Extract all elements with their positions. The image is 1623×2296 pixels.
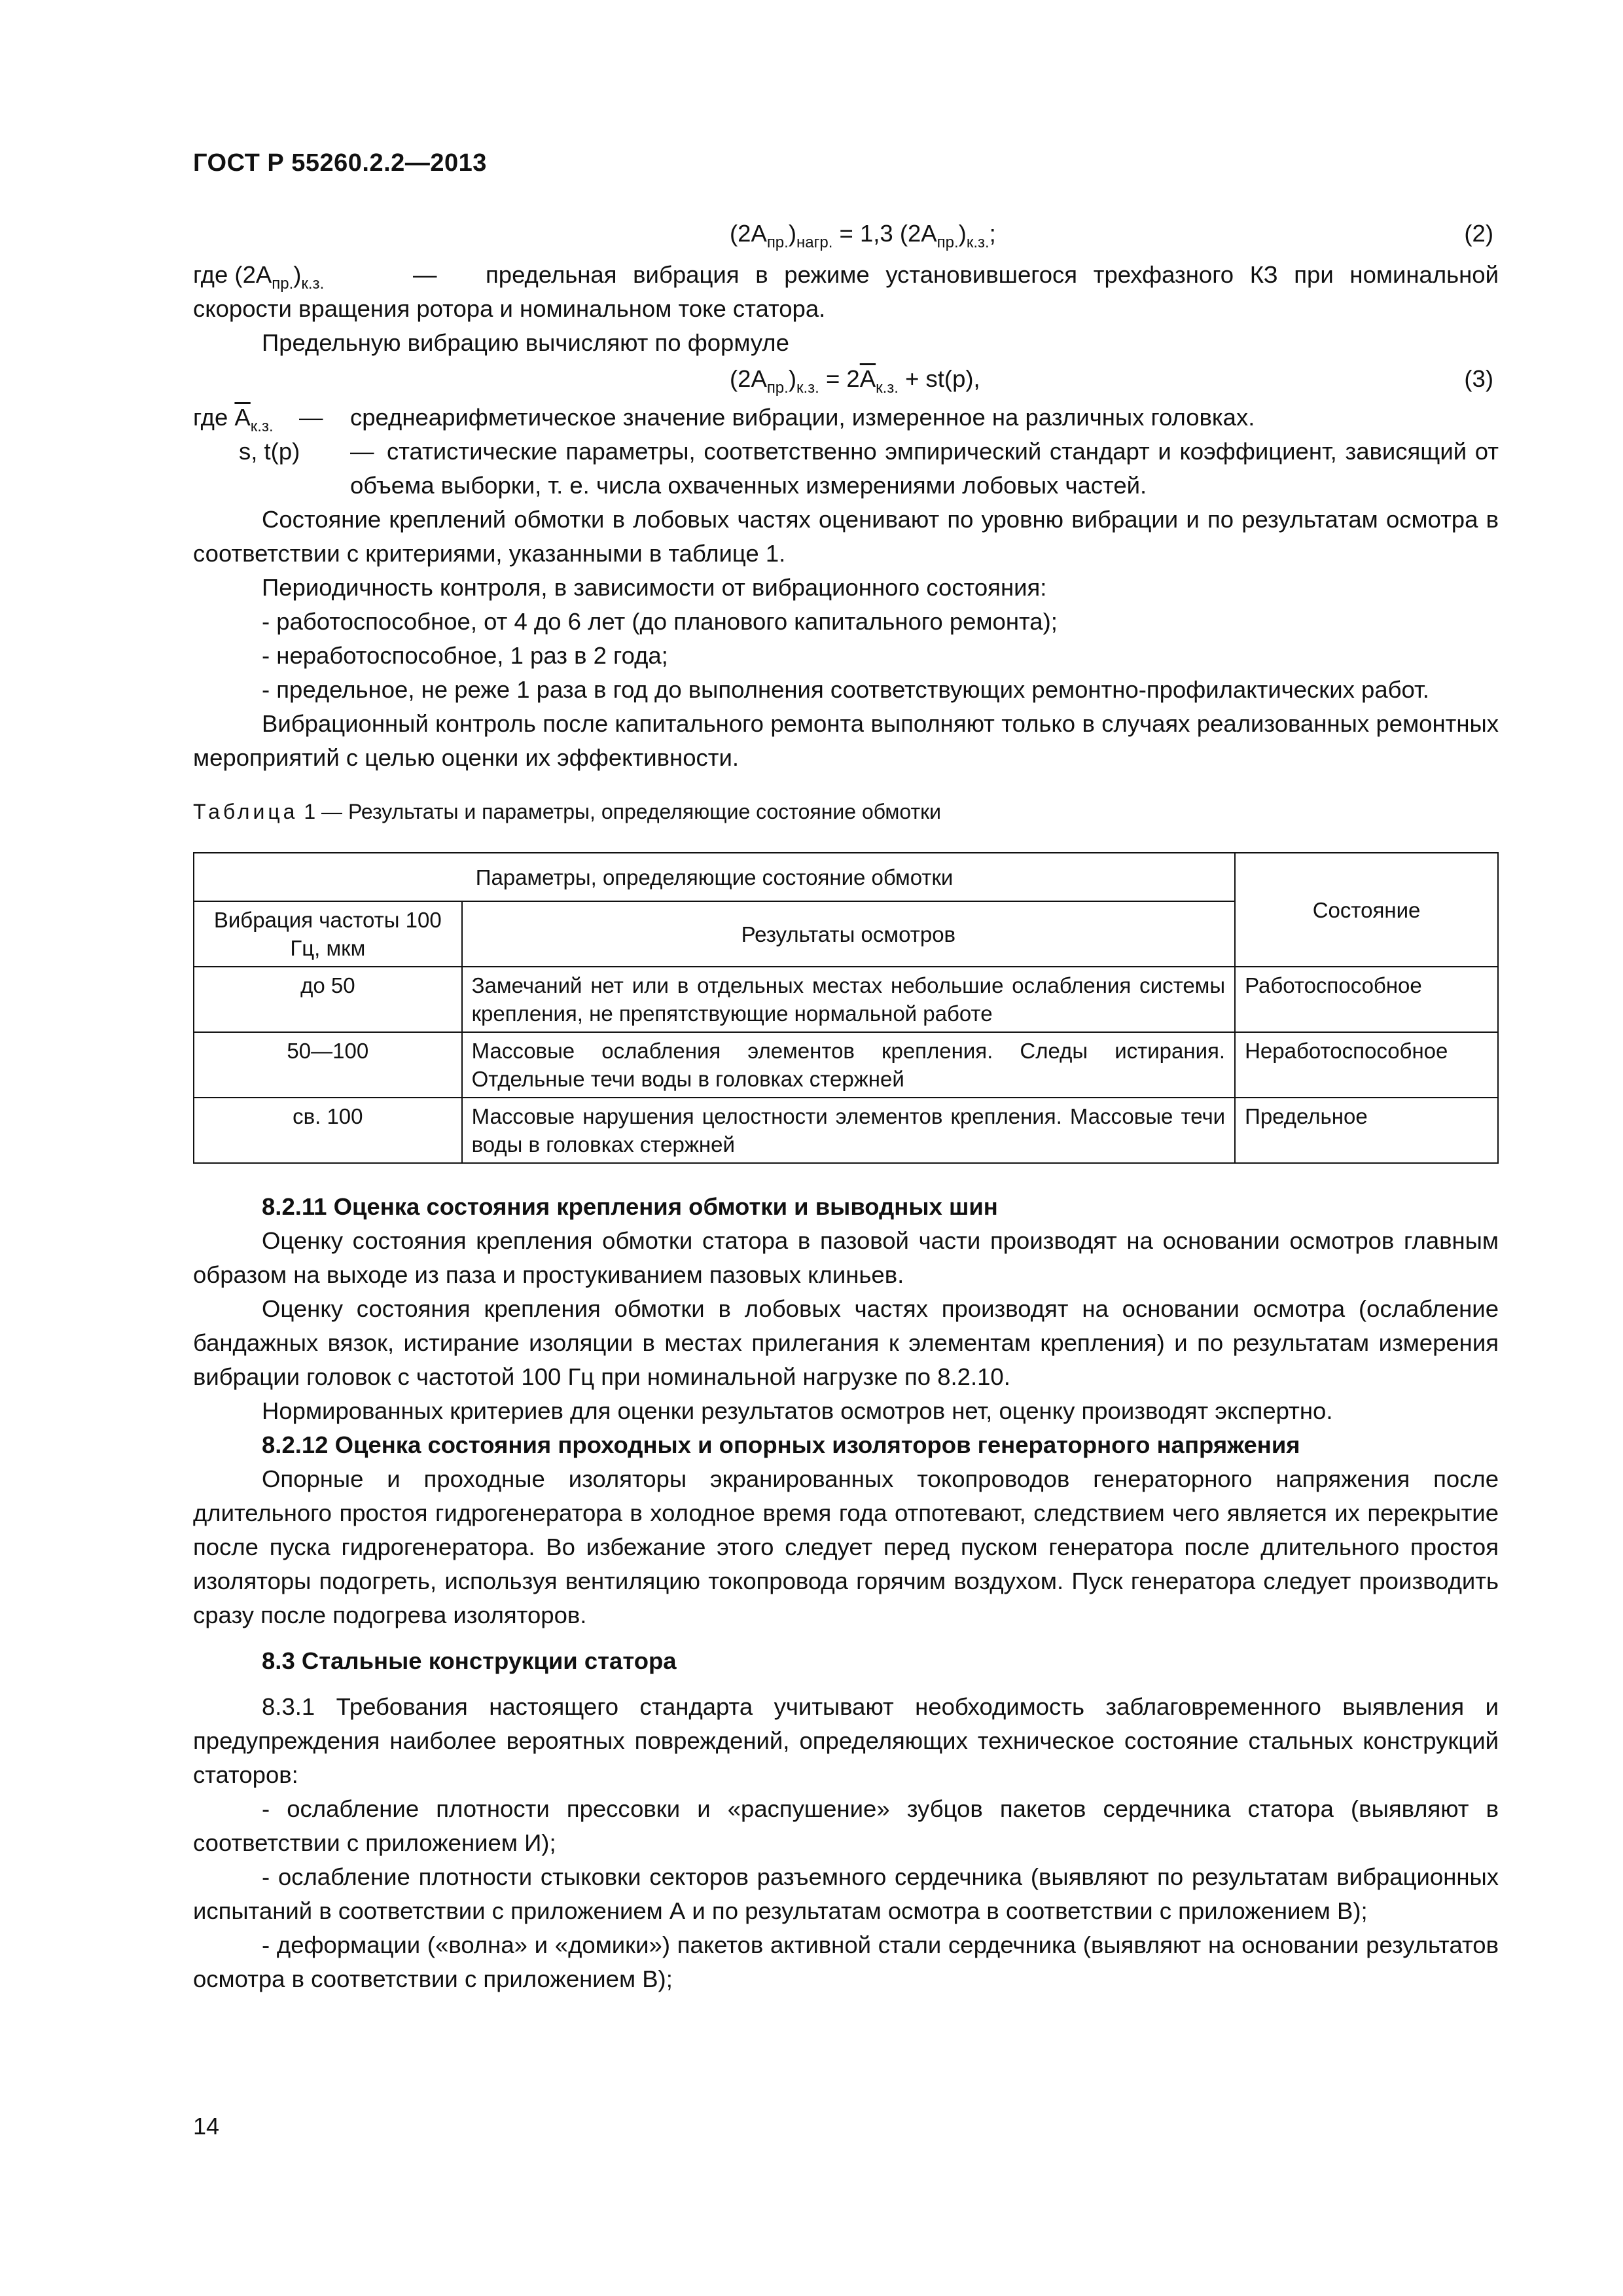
paragraph: Периодичность контроля, в зависимости от вибрационного состояния: xyxy=(262,574,1047,601)
formula-2 xyxy=(193,215,1499,255)
formula-3-intro: Предельную вибрацию вычисляют по формуле xyxy=(262,329,789,356)
paragraph: Состояние креплений обмотки в лобовых частях оценивают по уровню вибрации и по результатам осмотра в соответствии с критериями, указанными в таблице 1. xyxy=(193,506,1499,567)
paragraph: Нормированных критериев для оценки результатов осмотров нет, оценку производят экспертно. xyxy=(262,1397,1333,1424)
where-text: среднеарифметическое значение вибрации, измеренное на различных головках. xyxy=(350,404,1255,431)
result-cell: Замечаний нет или в отдельных местах небольшие ослабления системы крепления, не препятствующие нормальной работе xyxy=(462,967,1235,1032)
page-header: ГОСТ Р 55260.2.2—2013 xyxy=(193,149,487,177)
where-st xyxy=(193,435,1499,503)
result-cell: Массовые нарушения целостности элементов крепления. Массовые течи воды в головках стержней xyxy=(462,1098,1235,1163)
where-dash: — xyxy=(299,404,323,431)
header-state-cell: Состояние xyxy=(1235,853,1498,967)
list-item: - предельное, не реже 1 раза в год до выполнения соответствующих ремонтно-профилактических работ. xyxy=(262,676,1429,703)
where-label: где $А_{к.з.}$ xyxy=(193,404,274,435)
formula-3 xyxy=(193,360,1499,401)
list-item: - работоспособное, от 4 до 6 лет (до планового капитального ремонта); xyxy=(262,608,1058,635)
table-caption: Таблица 1 — Результаты и параметры, определяющие состояние обмотки xyxy=(193,800,941,823)
list-item: - ослабление плотности стыковки секторов разъемного сердечника (выявляют по результатам вибрационных испытаний в соответствии с приложением А и по результатам осмотра в соответствии с приложением В); xyxy=(193,1863,1499,1924)
header-group-cell: Параметры, определяющие состояние обмотки xyxy=(194,853,1235,901)
header-results-cell: Результаты осмотров xyxy=(462,901,1235,967)
state-cell: Неработоспособное xyxy=(1235,1032,1498,1098)
formula-3-expression: $(2А_{пр.})_{к.з.} = 2А_{к.з.} + st(p)$, xyxy=(730,365,980,397)
condition-table xyxy=(193,852,1499,1164)
state-cell: Работоспособное xyxy=(1235,967,1498,1032)
formula-2-block xyxy=(193,215,1499,1996)
where-a-kz xyxy=(193,401,1499,435)
vibration-cell: св. 100 xyxy=(194,1098,462,1163)
list-item: - ослабление плотности прессовки и «распушение» зубцов пакетов сердечника статора (выявляют в соответствии с приложением И); xyxy=(193,1795,1499,1856)
table-row xyxy=(194,967,1498,1032)
paragraph: Оценку состояния крепления обмотки статора в пазовой части производят на основании осмотров главным образом на выходе из паза и простукиванием пазовых клиньев. xyxy=(193,1227,1499,1288)
vibration-cell: до 50 xyxy=(194,967,462,1032)
where-text: предельная вибрация в режиме установившегося трехфазного КЗ при номинальной скорости вращения ротора и номинальном токе статора. xyxy=(193,261,1499,322)
vibration-cell: 50—100 xyxy=(194,1032,462,1098)
list-item: - неработоспособное, 1 раз в 2 года; xyxy=(262,642,668,669)
where-2a-kz xyxy=(193,258,1499,326)
section-8-2-11-title: 8.2.11 Оценка состояния крепления обмотки и выводных шин xyxy=(262,1193,998,1220)
where-label: s, t(p) xyxy=(239,438,300,465)
paragraph: Опорные и проходные изоляторы экранированных токопроводов генераторного напряжения после длительного простоя гидрогенератора в холодное время года отпотевают, следствием чего является их перекрытие после пуска гидрогенератора. Во избежание этого следует перед пуском генератора после длительного простоя изоляторы подогреть, используя вентиляцию токопровода горячим воздухом. Пуск генератора следует производить сразу после подогрева изоляторов. xyxy=(193,1465,1499,1628)
where-label: где $(2А_{пр.})_{к.з.}$ xyxy=(193,261,325,293)
paragraph: 8.3.1 Требования настоящего стандарта учитывают необходимость заблаговременного выявления и предупреждения наиболее вероятных повреждений, определяющих техническое состояние стальных конструкций статоров: xyxy=(193,1693,1499,1788)
table-header-row xyxy=(194,853,1498,901)
paragraph: Вибрационный контроль после капитального ремонта выполняют только в случаях реализованных ремонтных мероприятий с целью оценки их эффективности. xyxy=(193,710,1499,771)
list-item: - деформации («волна» и «домики») пакетов активной стали сердечника (выявляют на основании результатов осмотра в соответствии с приложением В); xyxy=(193,1931,1499,1992)
section-8-3-title: 8.3 Стальные конструкции статора xyxy=(262,1647,677,1674)
formula-3-number: (3) xyxy=(1464,365,1493,392)
where-text: статистические параметры, соответственно эмпирический стандарт и коэффициент, зависящий от объема выборки, т. е. числа охваченных измерениями лобовых частей. xyxy=(350,438,1499,499)
paragraph: Оценку состояния крепления обмотки в лобовых частях производят на основании осмотра (ослабление бандажных вязок, истирание изоляции в местах прилегания к элементам крепления) и по результатам измерения вибрации головок с частотой 100 Гц при номинальной нагрузке по 8.2.10. xyxy=(193,1295,1499,1390)
formula-2-number: (2) xyxy=(1464,220,1493,247)
table-row xyxy=(194,1032,1498,1098)
table-row xyxy=(194,1098,1498,1163)
page-number: 14 xyxy=(193,2113,220,2140)
formula-2-expression: $(2А_{пр.})_{нагр.} = 1,3$ $(2А_{пр.})_{к.з.}$; xyxy=(730,220,996,251)
where-dash: — xyxy=(350,438,374,465)
header-vibration-cell: Вибрация частоты 100 Гц, мкм xyxy=(194,901,462,967)
section-8-2-12-title: 8.2.12 Оценка состояния проходных и опорных изоляторов генераторного напряжения xyxy=(262,1431,1300,1458)
state-cell: Предельное xyxy=(1235,1098,1498,1163)
result-cell: Массовые ослабления элементов крепления. Следы истирания. Отдельные течи воды в головках стержней xyxy=(462,1032,1235,1098)
where-dash: — xyxy=(413,261,437,288)
